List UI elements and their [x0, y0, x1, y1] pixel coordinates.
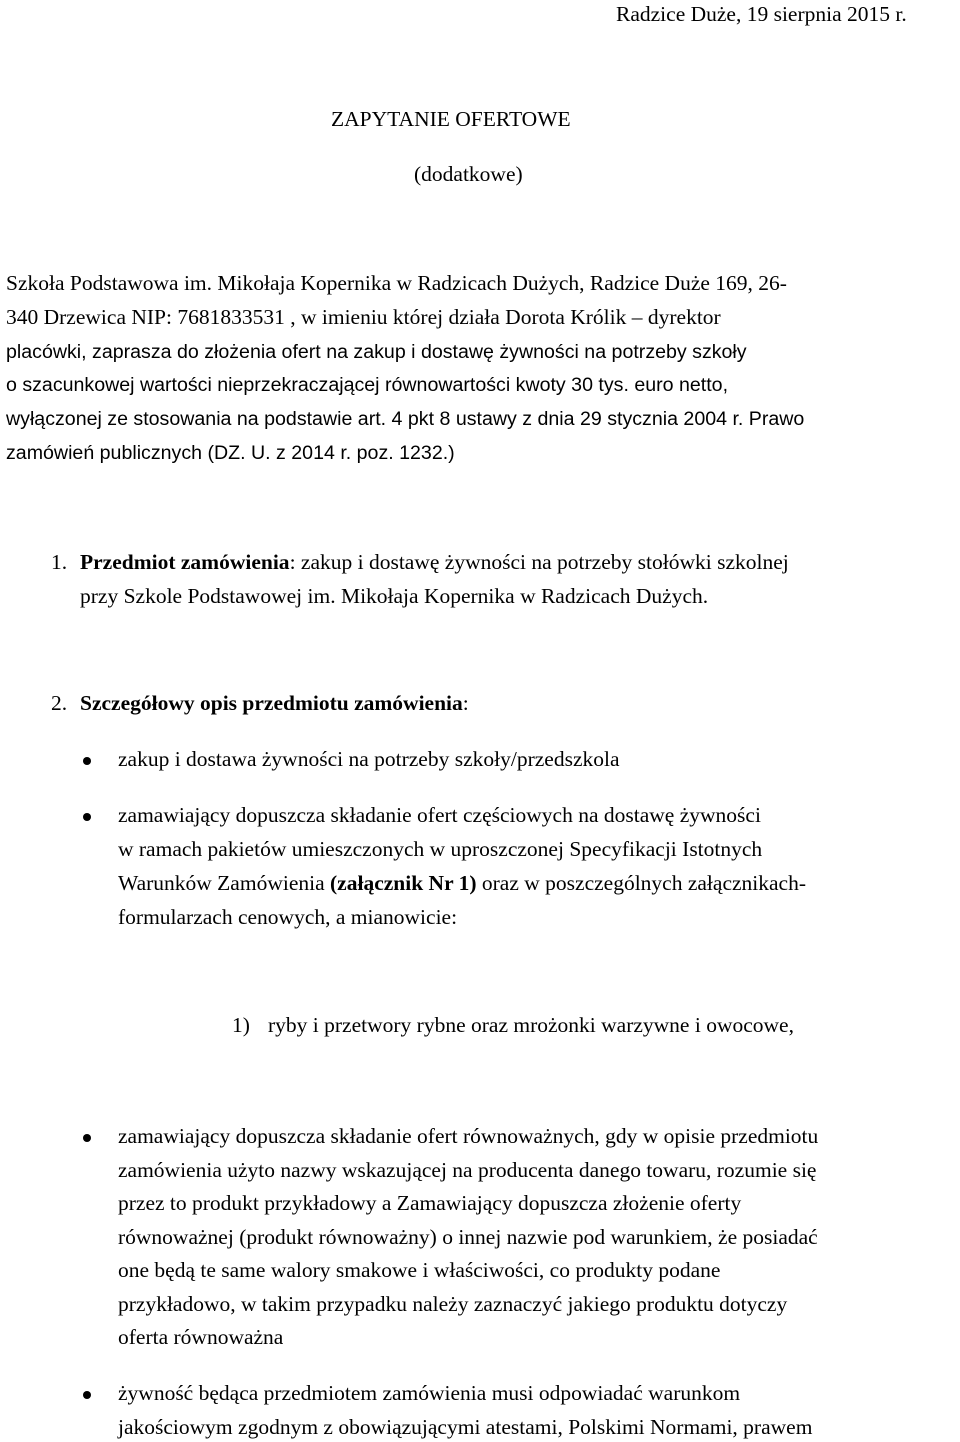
bullet-icon [83, 1134, 91, 1142]
bullet-2-line-3 [118, 870, 806, 896]
bullet-1-text: zakup i dostawa żywności na potrzeby szkoły/przedszkola [118, 747, 620, 771]
section-2-colon: : [462, 691, 469, 715]
item-1-number: 1) [232, 1013, 250, 1037]
bullet-3-line-7: oferta równoważna [118, 1325, 284, 1349]
bullet-2-line-3-post: oraz w poszczególnych załącznikach- [476, 871, 806, 895]
section-1-number: 1. [51, 550, 68, 574]
document-title: ZAPYTANIE OFERTOWE [331, 107, 571, 131]
bullet-4-line-1: żywność będąca przedmiotem zamówienia musi odpowiadać warunkom [118, 1381, 741, 1405]
section-2-heading: Szczegółowy opis przedmiotu zamówienia [80, 691, 463, 715]
intro-line-4: o szacunkowej wartości nieprzekraczającej równowartości kwoty 30 tys. euro netto, [6, 374, 729, 396]
section-1-line-1 [80, 549, 789, 575]
bullet-2-line-3-pre: Warunków Zamówienia [118, 871, 331, 895]
section-1-line-2: przy Szkole Podstawowej im. Mikołaja Kopernika w Radzicach Dużych. [80, 584, 709, 608]
bullet-3-line-6: przykładowo, w takim przypadku należy zaznaczyć jakiego produktu dotyczy [118, 1292, 788, 1316]
date-line: Radzice Duże, 19 sierpnia 2015 r. [616, 2, 907, 26]
attachment-reference: (załącznik Nr 1) [330, 871, 477, 895]
bullet-2-line-4: formularzach cenowych, a mianowicie: [118, 905, 458, 929]
bullet-icon [83, 813, 91, 821]
bullet-3-line-5: one będą te same walory smakowe i właściwości, co produkty podane [118, 1258, 721, 1282]
intro-line-5: wyłączonej ze stosowania na podstawie art. 4 pkt 8 ustawy z dnia 29 stycznia 2004 r. Prawo [6, 408, 805, 430]
intro-line-6: zamówień publicznych (DZ. U. z 2014 r. poz. 1232.) [6, 442, 455, 464]
bullet-4-line-2: jakościowym zgodnym z obowiązującymi atestami, Polskimi Normami, prawem [118, 1415, 813, 1439]
section-2-number: 2. [51, 691, 68, 715]
bullet-icon [83, 757, 91, 765]
item-1-text: ryby i przetwory rybne oraz mrożonki warzywne i owocowe, [268, 1013, 794, 1037]
intro-line-2: 340 Drzewica NIP: 7681833531 , w imieniu której działa Dorota Królik – dyrektor [6, 305, 721, 329]
bullet-icon [83, 1391, 91, 1399]
bullet-2-line-2: w ramach pakietów umieszczonych w uproszczonej Specyfikacji Istotnych [118, 837, 763, 861]
bullet-3-line-3: przez to produkt przykładowy a Zamawiający dopuszcza złożenie oferty [118, 1191, 742, 1215]
bullet-2-line-1: zamawiający dopuszcza składanie ofert częściowych na dostawę żywności [118, 803, 761, 827]
section-1-text: : zakup i dostawę żywności na potrzeby stołówki szkolnej [289, 550, 789, 574]
intro-line-3: placówki, zaprasza do złożenia ofert na zakup i dostawę żywności na potrzeby szkoły [6, 341, 747, 363]
intro-line-1: Szkoła Podstawowa im. Mikołaja Kopernika w Radzicach Dużych, Radzice Duże 169, 26- [6, 271, 787, 295]
section-2-heading-line [80, 690, 469, 716]
document-subtitle: (dodatkowe) [414, 162, 523, 186]
section-1-heading: Przedmiot zamówienia [80, 550, 290, 574]
bullet-3-line-2: zamówienia użyto nazwy wskazującej na producenta danego towaru, rozumie się [118, 1158, 817, 1182]
bullet-3-line-1: zamawiający dopuszcza składanie ofert równoważnych, gdy w opisie przedmiotu [118, 1124, 819, 1148]
bullet-3-line-4: równoważnej (produkt równoważny) o innej nazwie pod warunkiem, że posiadać [118, 1225, 818, 1249]
